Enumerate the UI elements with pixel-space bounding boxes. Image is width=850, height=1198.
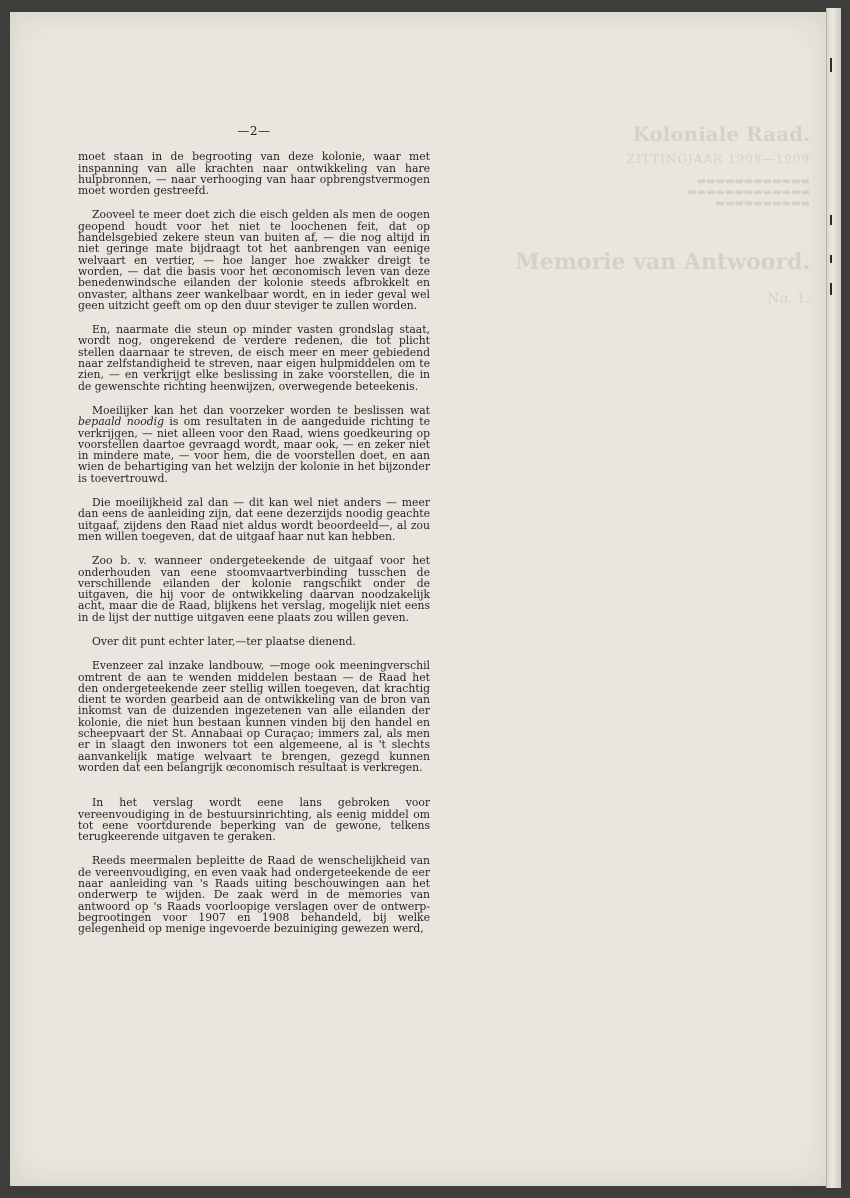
- paragraph: [78, 405, 430, 484]
- ghost-small-lines: ▬▬▬▬▬▬▬▬▬▬▬▬ ▬▬▬▬▬▬▬▬▬▬▬▬▬ ▬▬▬▬▬▬▬▬▬▬: [687, 176, 810, 209]
- paragraph: In het verslag wordt eene lans gebroken voor vereenvoudiging in de bestuursinrichting, als eenig middel om tot eene voortdurende beperking van de gewone, telkens terugkeerende uitgaven te geraken.: [78, 796, 430, 844]
- paragraph: Zooveel te meer doet zich die eisch gelden als men de oogen geopend houdt voor het niet te loochenen feit, dat op handelsgebied zekere steun van buiten af, — die nog altijd in niet geringe mate bijdraagt tot het aanbrengen van eenige welvaart en vertier, — hoe langer hoe zwakker dreigt te worden, — dat die basis voor het œconomisch leven van deze benedenwindsche eilanden der kolonie steeds afbrokkelt en onvaster, althans zeer wankelbaar wordt, en in ieder geval wel geen uitzicht geeft om op den duur steviger te zullen worden.: [78, 208, 430, 312]
- edge-mark: [830, 58, 832, 72]
- paragraph: Zoo b. v. wanneer ondergeteekende de uitgaaf voor het onderhouden van eene stoomvaartverbinding tusschen de verschillende eilanden der kolonie rangschikt onder de uitgaven, die hij voor de ontwikkeling daarvan noodzakelijk acht, maar die de Raad, blijkens het verslag, mogelijk niet eens in de lijst der nuttige uitgaven eene plaats zou willen geven.: [78, 554, 430, 624]
- paragraph: Reeds meermalen bepleitte de Raad de wenschelijkheid van de vereenvoudiging, en even vaak had ondergeteekende de eer naar aanleiding van 's Raads uiting beschouwingen aan het onderwerp te wijden. De zaak werd in de memories van antwoord op 's Raads voorloopige verslagen over de ontwerp-begrootingen voor 1907 en 1908 behandeld, bij welke gelegenheid op menige ingevoerde bezuiniging gewezen werd,: [78, 854, 430, 936]
- paragraph-text: Moeilijker kan het dan voorzeker worden te beslissen wat: [92, 403, 430, 417]
- ghost-heading: Memorie van Antwoord.: [515, 249, 810, 275]
- bleed-through-text: [450, 122, 810, 322]
- text-column: [78, 126, 430, 948]
- paragraph: En, naarmate die steun op minder vasten grondslag staat, wordt nog, ongerekend de verdere redenen, die tot plicht stellen daarnaar te streven, de eisch meer en meer gebiedend naar zelfstandigheid te streven, naar eigen hulpmiddelen om te zien, — en verkrijgt elke beslissing in zake voorstellen, die in de gewenschte richting heenwijzen, overwegende beteekenis.: [78, 323, 430, 393]
- edge-marks: [828, 0, 838, 1198]
- page-number: —2—: [237, 124, 271, 138]
- edge-mark: [830, 215, 832, 225]
- edge-mark: [830, 283, 832, 295]
- paragraph: Evenzeer zal inzake landbouw, —moge ook meeningverschil omtrent de aan te wenden middelen bestaan — de Raad het den ondergeteekende zeer stellig willen toegeven, dat krachtig dient te worden gearbeid aan de ontwikkeling van de bron van inkomst van de duizenden ingezetenen van alle eilanden der kolonie, die niet hun bestaan kunnen vinden bij den handel en scheepvaart der St. Annabaai op Curaçao; immers zal, als men er in slaagt den inwoners tot een algemeene, al is 't slechts aanvankelijk matige welvaart te brengen, gezegd kunnen worden dat een belangrijk œconomisch resultaat is verkregen.: [78, 659, 430, 774]
- emphasis-text: bepaald noodig: [78, 415, 165, 429]
- ghost-number: No. 1.: [767, 291, 810, 307]
- paragraph: Die moeilijkheid zal dan — dit kan wel niet anders — meer dan eens de aanleiding zijn, dat eene dezerzijds noodig geachte uitgaaf, zijdens den Raad niet aldus wordt beoordeeld—, al zou men willen toegeven, dat de uitgaaf haar nut kan hebben.: [78, 496, 430, 543]
- paragraph: Over dit punt echter later,—ter plaatse dienend.: [92, 634, 356, 648]
- paragraph-continuation: moet staan in de begrooting van deze kolonie, waar met inspanning van alle krachten naar ontwikkeling van hare hulpbronnen, — naar verhooging van haar opbrengstvermogen moet worden gestreefd.: [78, 150, 430, 198]
- ghost-subtitle: ZITTINGJAAR 1908—1909: [626, 152, 810, 166]
- edge-mark: [830, 255, 832, 263]
- ghost-title: Koloniale Raad.: [632, 122, 810, 146]
- paragraph-text: is om resultaten in de aangeduide richting te verkrijgen, — niet alleen voor den Raad, wiens goedkeuring op voorstellen daartoe gevraagd wordt, maar ook, — en zeker niet in mindere mate, — voor hem, die de voorstellen doet, en aan wien de behartiging van het welzijn der kolonie in het bijzonder is toevertrouwd.: [78, 415, 431, 485]
